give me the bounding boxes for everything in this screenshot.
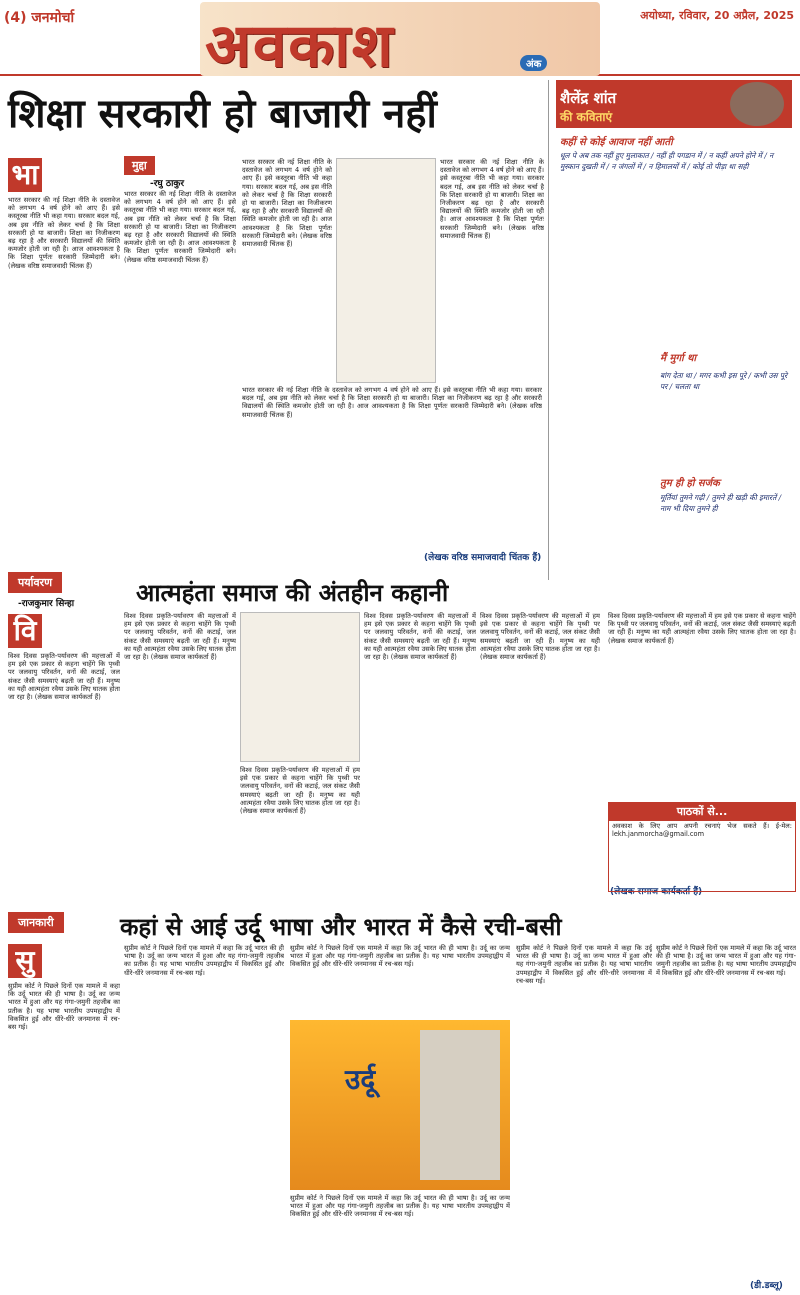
article2-col1: विश्व दिवस प्रकृति-पर्यावरण की महत्ताओं में हम इसे एक प्रकार से कहना चाहेंगे कि पृथ्वी पर जलवायु परिवर्तन, वनों की कटाई, जल संकट जैसी समस्याएं बढ़ती जा रही हैं। मनुष्य का यही आत्महंता रवैया उसके लिए घातक होता जा रहा है। (लेखक समाज कार्यकर्ता हैं)	[8, 652, 120, 702]
article1-col5: भारत सरकार की नई शिक्षा नीति के दस्तावेज को लगभग 4 वर्ष होने को आए हैं। इसे कस्तूरबा नीति भी कहा गया। सरकार बदल गई, अब इस नीति को लेकर चर्चा है कि शिक्षा सरकारी हो या बाजारी। शिक्षा का निजीकरण बढ़ रहा है और सरकारी विद्यालयों की स्थिति कमजोर होती जा रही है। आज आवश्यकता है कि शिक्षा पूर्णतः सरकारी जिम्मेदारी बने। (लेखक वरिष्ठ समाजवादी चिंतक हैं)	[440, 158, 544, 240]
article1-section: मुद्दा	[124, 156, 155, 175]
urdu-image-text: उर्दू	[345, 1063, 376, 1096]
poem1-text: धूल पे अब तक नहीं हुए मुलाकात / नहीं ही पगडान में / न कहीं अपने होने में / न मुस्कान दुखती में / न जंगलों में / न हिमालयों में / कोई तो पीड़ा था सही	[560, 151, 774, 171]
poet-avatar	[730, 82, 784, 126]
readers-text: अवकाश के लिए आप अपनी रचनाएं भेज सकते हैं। ई-मेल: lekh.janmorcha@gmail.com	[612, 822, 792, 839]
poet-name: शैलेंद्र शांत	[560, 89, 617, 107]
article2-col2: विश्व दिवस प्रकृति-पर्यावरण की महत्ताओं में हम इसे एक प्रकार से कहना चाहेंगे कि पृथ्वी पर जलवायु परिवर्तन, वनों की कटाई, जल संकट जैसी समस्याएं बढ़ती जा रही हैं। मनुष्य का यही आत्महंता रवैया उसके लिए घातक होता जा रहा है। (लेखक समाज कार्यकर्ता हैं)	[124, 612, 236, 662]
poem1-title: कहीं से कोई आवाज नहीं आती	[560, 137, 673, 148]
article2-headline: आत्महंता समाज की अंतहीन कहानी	[136, 578, 449, 607]
article2-credit: (लेखक समाज कार्यकर्ता हैं)	[610, 887, 703, 897]
article3-section: जानकारी	[8, 912, 64, 933]
poem2-text: बांग देता था / मगर कभी इस पूरे / कभी उस पूरे पर / चलता था	[660, 371, 788, 391]
edition-badge: अंक	[520, 55, 547, 71]
poem2-title: मैं मुर्गा था	[660, 353, 697, 364]
article1-col3: भारत सरकार की नई शिक्षा नीति के दस्तावेज को लगभग 4 वर्ष होने को आए हैं। इसे कस्तूरबा नीति भी कहा गया। सरकार बदल गई, अब इस नीति को लेकर चर्चा है कि शिक्षा सरकारी हो या बाजारी। शिक्षा का निजीकरण बढ़ रहा है और सरकारी विद्यालयों की स्थिति कमजोर होती जा रही है। आज आवश्यकता है कि शिक्षा पूर्णतः सरकारी जिम्मेदारी बने। (लेखक वरिष्ठ समाजवादी चिंतक हैं)	[242, 158, 332, 249]
article3-col2: सुप्रीम कोर्ट ने पिछले दिनों एक मामले में कहा कि उर्दू भारत की ही भाषा है। उर्दू का जन्म भारत में हुआ और यह गंगा-जमुनी तहजीब का प्रतीक है। यह भाषा भारतीय उपमहाद्वीप में विकसित हुई और धीरे-धीरे जनमानस में रच-बस गई।	[124, 944, 284, 977]
article2-col5: विश्व दिवस प्रकृति-पर्यावरण की महत्ताओं में हम इसे एक प्रकार से कहना चाहेंगे कि पृथ्वी पर जलवायु परिवर्तन, वनों की कटाई, जल संकट जैसी समस्याएं बढ़ती जा रही हैं। मनुष्य का यही आत्महंता रवैया उसके लिए घातक होता जा रहा है। (लेखक समाज कार्यकर्ता हैं)	[480, 612, 600, 662]
poem3-text: मूर्तियां तुमने गढ़ी / तुमने ही खड़ी की इमारतें / नाम भी दिया तुमने ही	[660, 493, 782, 513]
article1-credit: (लेखक वरिष्ठ समाजवादी चिंतक हैं)	[424, 553, 542, 563]
article2-section: पर्यावरण	[8, 572, 62, 593]
article2-author: -राजकुमार सिन्हा	[18, 599, 75, 609]
article1-author: -रघु ठाकुर	[150, 179, 185, 189]
article1-col4: भारत सरकार की नई शिक्षा नीति के दस्तावेज को लगभग 4 वर्ष होने को आए हैं। इसे कस्तूरबा नीति भी कहा गया। सरकार बदल गई, अब इस नीति को लेकर चर्चा है कि शिक्षा सरकारी हो या बाजारी। शिक्षा का निजीकरण बढ़ रहा है और सरकारी विद्यालयों की स्थिति कमजोर होती जा रही है। आज आवश्यकता है कि शिक्षा पूर्णतः सरकारी जिम्मेदारी बने। (लेखक वरिष्ठ समाजवादी चिंतक हैं)	[242, 386, 542, 419]
article1-col1: भारत सरकार की नई शिक्षा नीति के दस्तावेज को लगभग 4 वर्ष होने को आए हैं। इसे कस्तूरबा नीति भी कहा गया। सरकार बदल गई, अब इस नीति को लेकर चर्चा है कि शिक्षा सरकारी हो या बाजारी। शिक्षा का निजीकरण बढ़ रहा है और सरकारी विद्यालयों की स्थिति कमजोर होती जा रही है। आज आवश्यकता है कि शिक्षा पूर्णतः सरकारी जिम्मेदारी बने। (लेखक वरिष्ठ समाजवादी चिंतक हैं)	[8, 196, 120, 270]
earth-illustration	[240, 612, 360, 762]
teacher-illustration	[336, 158, 436, 383]
article2-col4: विश्व दिवस प्रकृति-पर्यावरण की महत्ताओं में हम इसे एक प्रकार से कहना चाहेंगे कि पृथ्वी पर जलवायु परिवर्तन, वनों की कटाई, जल संकट जैसी समस्याएं बढ़ती जा रही हैं। मनुष्य का यही आत्महंता रवैया उसके लिए घातक होता जा रहा है। (लेखक समाज कार्यकर्ता हैं)	[364, 612, 476, 662]
readers-title: पाठकों से...	[608, 802, 796, 821]
article1-headline: शिक्षा सरकारी हो बाजारी नहीं	[8, 90, 437, 137]
article1-col2: भारत सरकार की नई शिक्षा नीति के दस्तावेज को लगभग 4 वर्ष होने को आए हैं। इसे कस्तूरबा नीति भी कहा गया। सरकार बदल गई, अब इस नीति को लेकर चर्चा है कि शिक्षा सरकारी हो या बाजारी। शिक्षा का निजीकरण बढ़ रहा है और सरकारी विद्यालयों की स्थिति कमजोर होती जा रही है। आज आवश्यकता है कि शिक्षा पूर्णतः सरकारी जिम्मेदारी बने। (लेखक वरिष्ठ समाजवादी चिंतक हैं)	[124, 190, 236, 264]
article3-dropcap: सु	[8, 944, 42, 978]
date-line: अयोध्या, रविवार, 20 अप्रैल, 2025	[640, 9, 794, 22]
article2-dropcap: वि	[8, 614, 42, 648]
article2-col6: विश्व दिवस प्रकृति-पर्यावरण की महत्ताओं में हम इसे एक प्रकार से कहना चाहेंगे कि पृथ्वी पर जलवायु परिवर्तन, वनों की कटाई, जल संकट जैसी समस्याएं बढ़ती जा रही हैं। मनुष्य का यही आत्महंता रवैया उसके लिए घातक होता जा रहा है। (लेखक समाज कार्यकर्ता हैं)	[608, 612, 796, 645]
poems-subtitle: की कविताएं	[560, 110, 613, 124]
article3-credit: (डी.डब्लू)	[750, 1281, 783, 1291]
article3-col3: सुप्रीम कोर्ट ने पिछले दिनों एक मामले में कहा कि उर्दू भारत की ही भाषा है। उर्दू का जन्म भारत में हुआ और यह गंगा-जमुनी तहजीब का प्रतीक है। यह भाषा भारतीय उपमहाद्वीप में विकसित हुई और धीरे-धीरे जनमानस में रच-बस गई।	[290, 944, 510, 969]
article1-dropcap: भा	[8, 158, 42, 192]
article3-col6: सुप्रीम कोर्ट ने पिछले दिनों एक मामले में कहा कि उर्दू भारत की ही भाषा है। उर्दू का जन्म भारत में हुआ और यह गंगा-जमुनी तहजीब का प्रतीक है। यह भाषा भारतीय उपमहाद्वीप में विकसित हुई और धीरे-धीरे जनमानस में रच-बस गई।	[656, 944, 796, 977]
article3-col4: सुप्रीम कोर्ट ने पिछले दिनों एक मामले में कहा कि उर्दू भारत की ही भाषा है। उर्दू का जन्म भारत में हुआ और यह गंगा-जमुनी तहजीब का प्रतीक है। यह भाषा भारतीय उपमहाद्वीप में विकसित हुई और धीरे-धीरे जनमानस में रच-बस गई।	[290, 1194, 510, 1219]
poem3-title: तुम ही हो सर्जक	[660, 478, 720, 489]
article3-col5: सुप्रीम कोर्ट ने पिछले दिनों एक मामले में कहा कि उर्दू भारत की ही भाषा है। उर्दू का जन्म भारत में हुआ और यह गंगा-जमुनी तहजीब का प्रतीक है। यह भाषा भारतीय उपमहाद्वीप में विकसित हुई और धीरे-धीरे जनमानस में रच-बस गई।	[516, 944, 652, 985]
court-image	[420, 1030, 500, 1180]
section-label: (4) जनमोर्चा	[4, 10, 75, 26]
article2-col3: विश्व दिवस प्रकृति-पर्यावरण की महत्ताओं में हम इसे एक प्रकार से कहना चाहेंगे कि पृथ्वी पर जलवायु परिवर्तन, वनों की कटाई, जल संकट जैसी समस्याएं बढ़ती जा रही हैं। मनुष्य का यही आत्महंता रवैया उसके लिए घातक होता जा रहा है। (लेखक समाज कार्यकर्ता हैं)	[240, 766, 360, 816]
article3-col1: सुप्रीम कोर्ट ने पिछले दिनों एक मामले में कहा कि उर्दू भारत की ही भाषा है। उर्दू का जन्म भारत में हुआ और यह गंगा-जमुनी तहजीब का प्रतीक है। यह भाषा भारतीय उपमहाद्वीप में विकसित हुई और धीरे-धीरे जनमानस में रच-बस गई।	[8, 982, 120, 1032]
masthead-title: अवकाश	[205, 11, 395, 81]
article3-headline: कहां से आई उर्दू भाषा और भारत में कैसे रची-बसी	[120, 912, 562, 941]
